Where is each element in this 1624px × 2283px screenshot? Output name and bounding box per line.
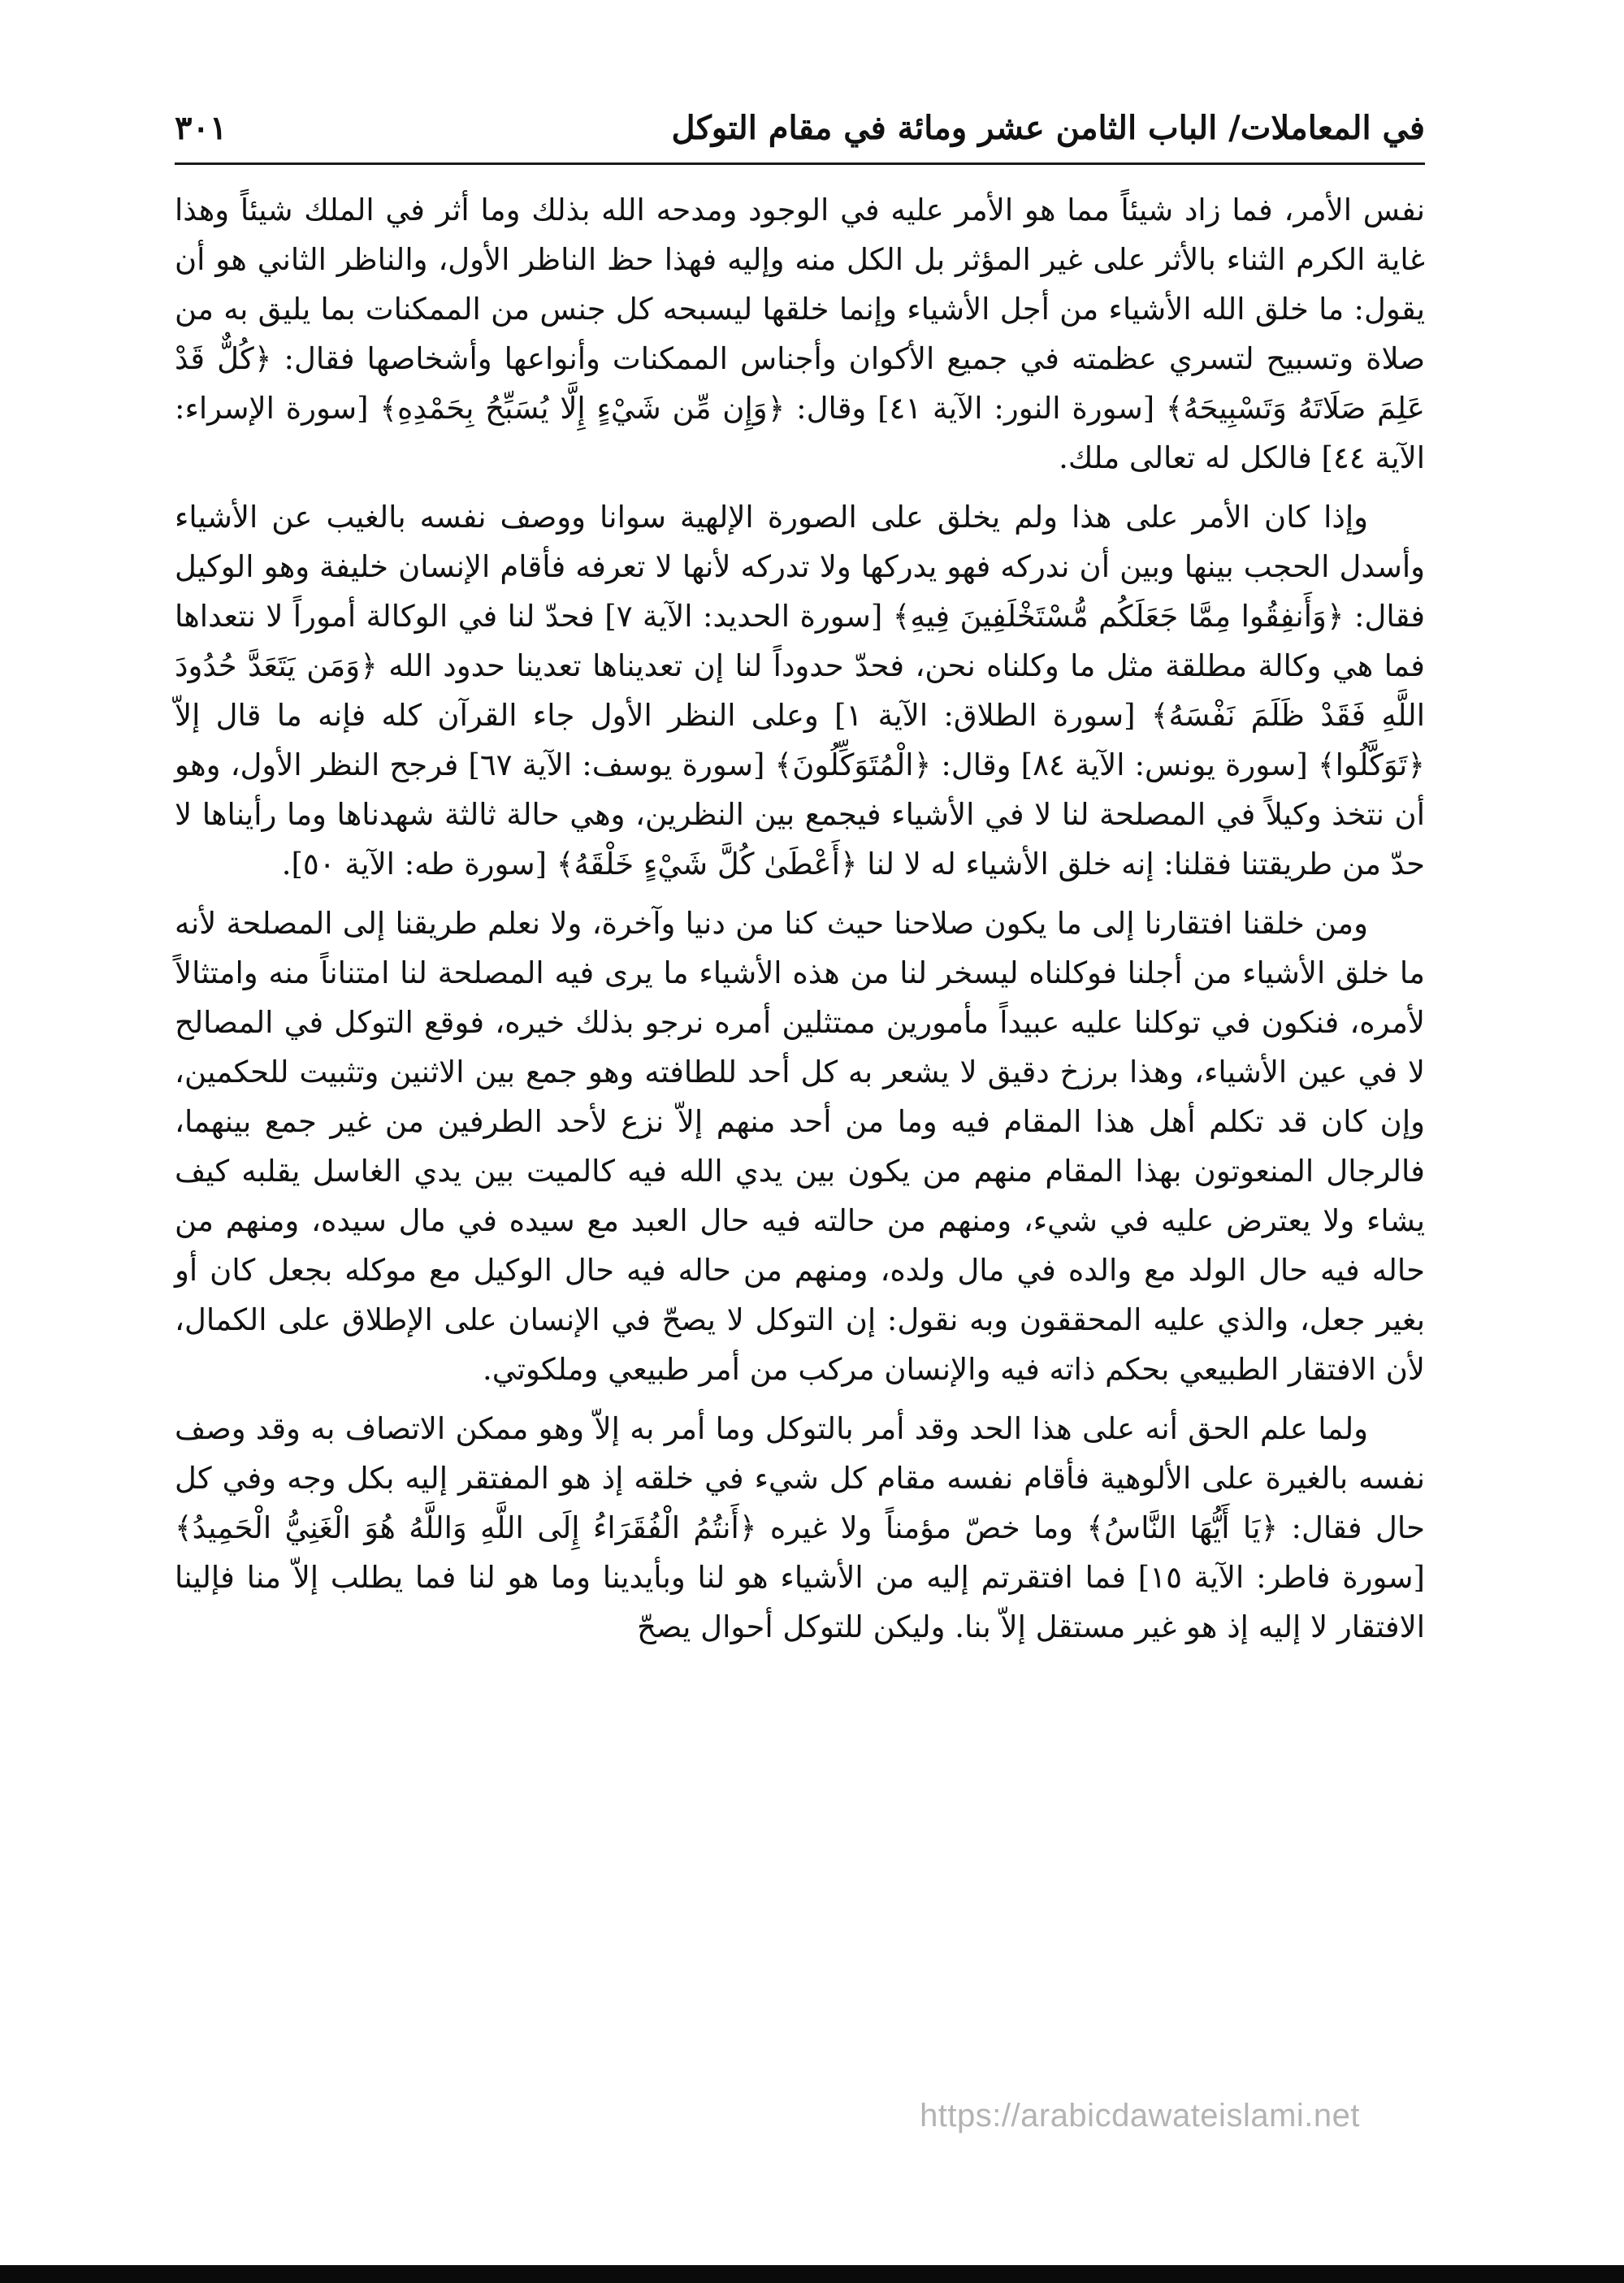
paragraph-1: نفس الأمر، فما زاد شيئاً مما هو الأمر عليه في الوجود ومدحه الله بذلك وما أثر في الملك شيئاً وهذا غاية الكرم الثناء بالأثر على غير المؤثر بل الكل منه وإليه فهذا حظ الناظر الأول، والناظر الثاني هو أن يقول: ما خلق الله الأشياء من أجل الأشياء وإنما خلقها ليسبحه كل جنس من الممكنات بما يليق به من صلاة وتسبيح لتسري عظمته في جميع الأكوان وأجناس الممكنات وأنواعها وأشخاصها فقال: ﴿كُلٌّ قَدْ عَلِمَ صَلَاتَهُ وَتَسْبِيحَهُ﴾ [سورة النور: الآية ٤١] وقال: ﴿وَإِن مِّن شَيْءٍ إِلَّا يُسَبِّحُ بِحَمْدِهِ﴾ [سورة الإسراء: الآية ٤٤] فالكل له تعالى ملك.: [175, 193, 1425, 475]
chapter-title: في المعاملات/ الباب الثامن عشر ومائة في مقام التوكل: [671, 109, 1425, 147]
paragraph-3: ومن خلقنا افتقارنا إلى ما يكون صلاحنا حيث كنا من دنيا وآخرة، ولا نعلم طريقنا إلى المصلحة لأنه ما خلق الأشياء من أجلنا فوكلناه ليسخر لنا من هذه الأشياء ما يرى فيه المصلحة لنا امتناناً منه وامتثالاً لأمره، فنكون في توكلنا عليه عبيداً مأمورين ممتثلين أمره نرجو بذلك خيره، فوقع التوكل في المصالح لا في عين الأشياء، وهذا برزخ دقيق لا يشعر به كل أحد للطافته وهو جمع بين الاثنين وتثبيت للحكمين، وإن كان قد تكلم أهل هذا المقام فيه وما من أحد منهم إلاّ نزع لأحد الطرفين من غير جمع بينهما، فالرجال المنعوتون بهذا المقام منهم من يكون بين يدي الله فيه كالميت بين يدي الغاسل يقلبه كيف يشاء ولا يعترض عليه في شيء، ومنهم من حالته فيه حال العبد مع سيده في مال سيده، ومنهم من حاله فيه حال الولد مع والده في مال ولده، ومنهم من حاله فيه حال الوكيل مع موكله بجعل كان أو بغير جعل، والذي عليه المحققون وبه نقول: إن التوكل لا يصحّ في الإنسان على الإطلاق على الكمال، لأن الافتقار الطبيعي بحكم ذاته فيه والإنسان مركب من أمر طبيعي وملكوتي.: [175, 906, 1426, 1387]
bottom-scan-border: [0, 2265, 1624, 2283]
running-header: [175, 97, 1425, 165]
paragraph-4: ولما علم الحق أنه على هذا الحد وقد أمر بالتوكل وما أمر به إلاّ وهو ممكن الاتصاف به وقد وصف نفسه بالغيرة على الألوهية فأقام نفسه مقام كل شيء في خلقه إذ هو المفتقر إليه بكل وجه وفي كل حال فقال: ﴿يَا أَيُّهَا النَّاسُ﴾ وما خصّ مؤمناً ولا غيره ﴿أَنتُمُ الْفُقَرَاءُ إِلَى اللَّهِ وَاللَّهُ هُوَ الْغَنِيُّ الْحَمِيدُ﴾ [سورة فاطر: الآية ١٥] فما افتقرتم إليه من الأشياء هو لنا وبأيدينا وما هو لنا فما يطلب إلاّ منا فإلينا الافتقار لا إليه إذ هو غير مستقل إلاّ بنا. وليكن للتوكل أحوال يصحّ: [175, 1411, 1425, 1644]
paragraph-2: وإذا كان الأمر على هذا ولم يخلق على الصورة الإلهية سوانا ووصف نفسه بالغيب عن الأشياء وأسدل الحجب بينها وبين أن ندركه فهو يدركها ولا تدركه لأنها لا تعرفه فأقام الإنسان خليفة وهو الوكيل فقال: ﴿وَأَنفِقُوا مِمَّا جَعَلَكُم مُّسْتَخْلَفِينَ فِيهِ﴾ [سورة الحديد: الآية ٧] فحدّ لنا في الوكالة أموراً لا نتعداها فما هي وكالة مطلقة مثل ما وكلناه نحن، فحدّ حدوداً لنا إن تعديناها تعدينا حدود الله ﴿وَمَن يَتَعَدَّ حُدُودَ اللَّهِ فَقَدْ ظَلَمَ نَفْسَهُ﴾ [سورة الطلاق: الآية ١] وعلى النظر الأول جاء القرآن كله فإنه ما قال إلاّ ﴿تَوَكَّلُوا﴾ [سورة يونس: الآية ٨٤] وقال: ﴿الْمُتَوَكِّلُونَ﴾ [سورة يوسف: الآية ٦٧] فرجح النظر الأول، وهو أن نتخذ وكيلاً في المصلحة لنا لا في الأشياء فيجمع بين النظرين، وهي حالة ثالثة شهدناها وما رأيناها لا حدّ من طريقتنا فقلنا: إنه خلق الأشياء له لا لنا ﴿أَعْطَىٰ كُلَّ شَيْءٍ خَلْقَهُ﴾ [سورة طه: الآية ٥٠].: [175, 500, 1425, 882]
source-watermark: https://arabicdawateislami.net: [920, 2098, 1360, 2134]
page-number: ٣٠١: [175, 109, 227, 147]
page-body: [175, 185, 1425, 1661]
